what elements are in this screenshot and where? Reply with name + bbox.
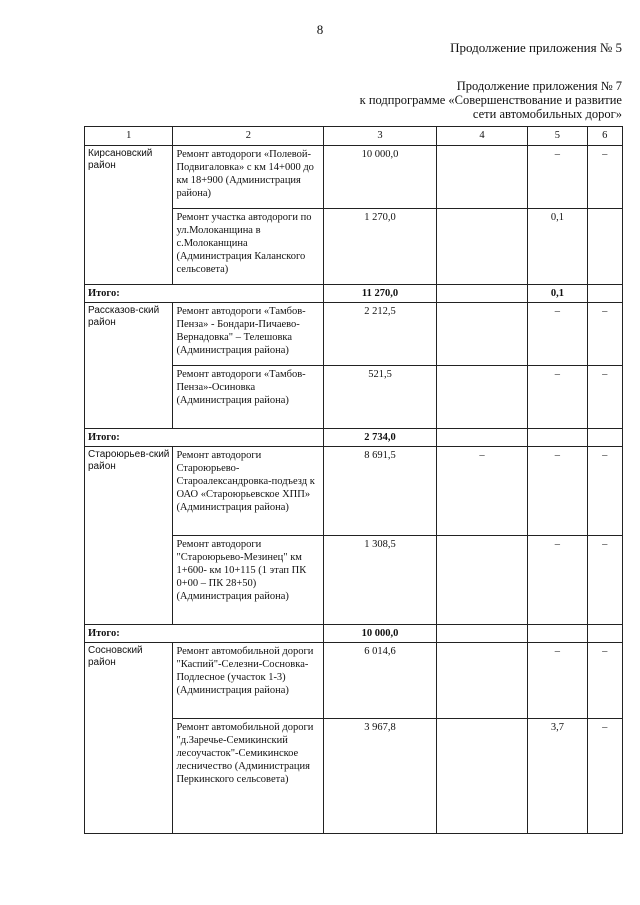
col5-cell: – <box>528 643 587 719</box>
work-cell: Ремонт автомобильной дороги "Каспий"-Селезни-Сосновка-Подлесное (участок 1-3) (Администрация района) <box>173 643 324 719</box>
col5-cell: 3,7 <box>528 719 587 834</box>
total-col5 <box>528 429 587 447</box>
work-cell: Ремонт автомобильной дороги "д.Заречье-Семикинский лесоучасток"-Семикинское лесничество (Администрация Перкинского сельсовета) <box>173 719 324 834</box>
district-cell: Рассказов-ский район <box>85 303 173 429</box>
col4-cell <box>436 366 528 429</box>
work-cell: Ремонт участка автодороги по ул.Молоканщина в с.Молоканщина (Администрация Каланского сельсовета) <box>173 209 324 285</box>
table-row <box>85 303 623 366</box>
total-amount: 2 734,0 <box>324 429 436 447</box>
page-number: 8 <box>316 22 324 37</box>
column-header: 3 <box>324 127 436 146</box>
col5-cell: – <box>528 536 587 625</box>
col6-cell: – <box>587 643 622 719</box>
col4-cell <box>436 209 528 285</box>
col6-cell: – <box>587 366 622 429</box>
amount-cell: 1 308,5 <box>324 536 436 625</box>
subheader-line-1: Продолжение приложения № 7 <box>456 79 622 93</box>
road-repair-table <box>84 126 623 834</box>
total-label: Итого: <box>85 429 324 447</box>
total-col5: 0,1 <box>528 285 587 303</box>
col6-cell: – <box>587 536 622 625</box>
table-row <box>85 146 623 209</box>
district-cell: Сосновский район <box>85 643 173 834</box>
total-row <box>85 285 623 303</box>
amount-cell: 3 967,8 <box>324 719 436 834</box>
col6-cell: – <box>587 146 622 209</box>
amount-cell: 521,5 <box>324 366 436 429</box>
col6-cell: – <box>587 303 622 366</box>
total-col5 <box>528 625 587 643</box>
col5-cell: – <box>528 146 587 209</box>
work-cell: Ремонт автодороги «Тамбов-Пенза»-Осиновка (Администрация района) <box>173 366 324 429</box>
col4-cell <box>436 303 528 366</box>
column-header: 6 <box>587 127 622 146</box>
col6-cell: – <box>587 447 622 536</box>
table-row <box>85 643 623 719</box>
total-col6 <box>587 429 622 447</box>
table-row <box>85 447 623 536</box>
work-cell: Ремонт автодороги "Староюрьево-Мезинец" км 1+600- км 10+115 (1 этап ПК 0+00 – ПК 28+50) (Администрация района) <box>173 536 324 625</box>
total-row <box>85 429 623 447</box>
total-col4 <box>436 625 528 643</box>
subheader-line-3: сети автомобильных дорог» <box>472 107 622 121</box>
district-cell: Кирсановский район <box>85 146 173 285</box>
total-col4 <box>436 429 528 447</box>
column-header: 2 <box>173 127 324 146</box>
total-label: Итого: <box>85 625 324 643</box>
col4-cell <box>436 719 528 834</box>
total-col4 <box>436 285 528 303</box>
total-amount: 10 000,0 <box>324 625 436 643</box>
col6-cell <box>587 209 622 285</box>
col5-cell: – <box>528 303 587 366</box>
work-cell: Ремонт автодороги Староюрьево-Староалександровка-подъезд к ОАО «Староюрьевское ХПП» (Администрация района) <box>173 447 324 536</box>
total-amount: 11 270,0 <box>324 285 436 303</box>
appendix-subheader <box>360 79 622 121</box>
subheader-line-2: к подпрограмме «Совершенствование и развитие <box>359 93 622 107</box>
total-label: Итого: <box>85 285 324 303</box>
table-header-row <box>85 127 623 146</box>
total-col6 <box>587 625 622 643</box>
work-cell: Ремонт автодороги «Полевой-Подвигаловка» с км 14+000 до км 18+900 (Администрация района) <box>173 146 324 209</box>
work-cell: Ремонт автодороги «Тамбов-Пенза» - Бондари-Пичаево-Вернадовка" – Телешовка (Администрация района) <box>173 303 324 366</box>
col5-cell: – <box>528 366 587 429</box>
amount-cell: 2 212,5 <box>324 303 436 366</box>
col5-cell: 0,1 <box>528 209 587 285</box>
amount-cell: 8 691,5 <box>324 447 436 536</box>
amount-cell: 6 014,6 <box>324 643 436 719</box>
continuation-header: Продолжение приложения № 5 <box>450 40 622 55</box>
column-header: 5 <box>528 127 587 146</box>
col4-cell <box>436 146 528 209</box>
district-cell: Староюрьев-ский район <box>85 447 173 625</box>
col6-cell: – <box>587 719 622 834</box>
amount-cell: 10 000,0 <box>324 146 436 209</box>
col5-cell: – <box>528 447 587 536</box>
col4-cell <box>436 536 528 625</box>
total-col6 <box>587 285 622 303</box>
amount-cell: 1 270,0 <box>324 209 436 285</box>
column-header: 4 <box>436 127 528 146</box>
column-header: 1 <box>85 127 173 146</box>
col4-cell <box>436 643 528 719</box>
col4-cell: – <box>436 447 528 536</box>
total-row <box>85 625 623 643</box>
